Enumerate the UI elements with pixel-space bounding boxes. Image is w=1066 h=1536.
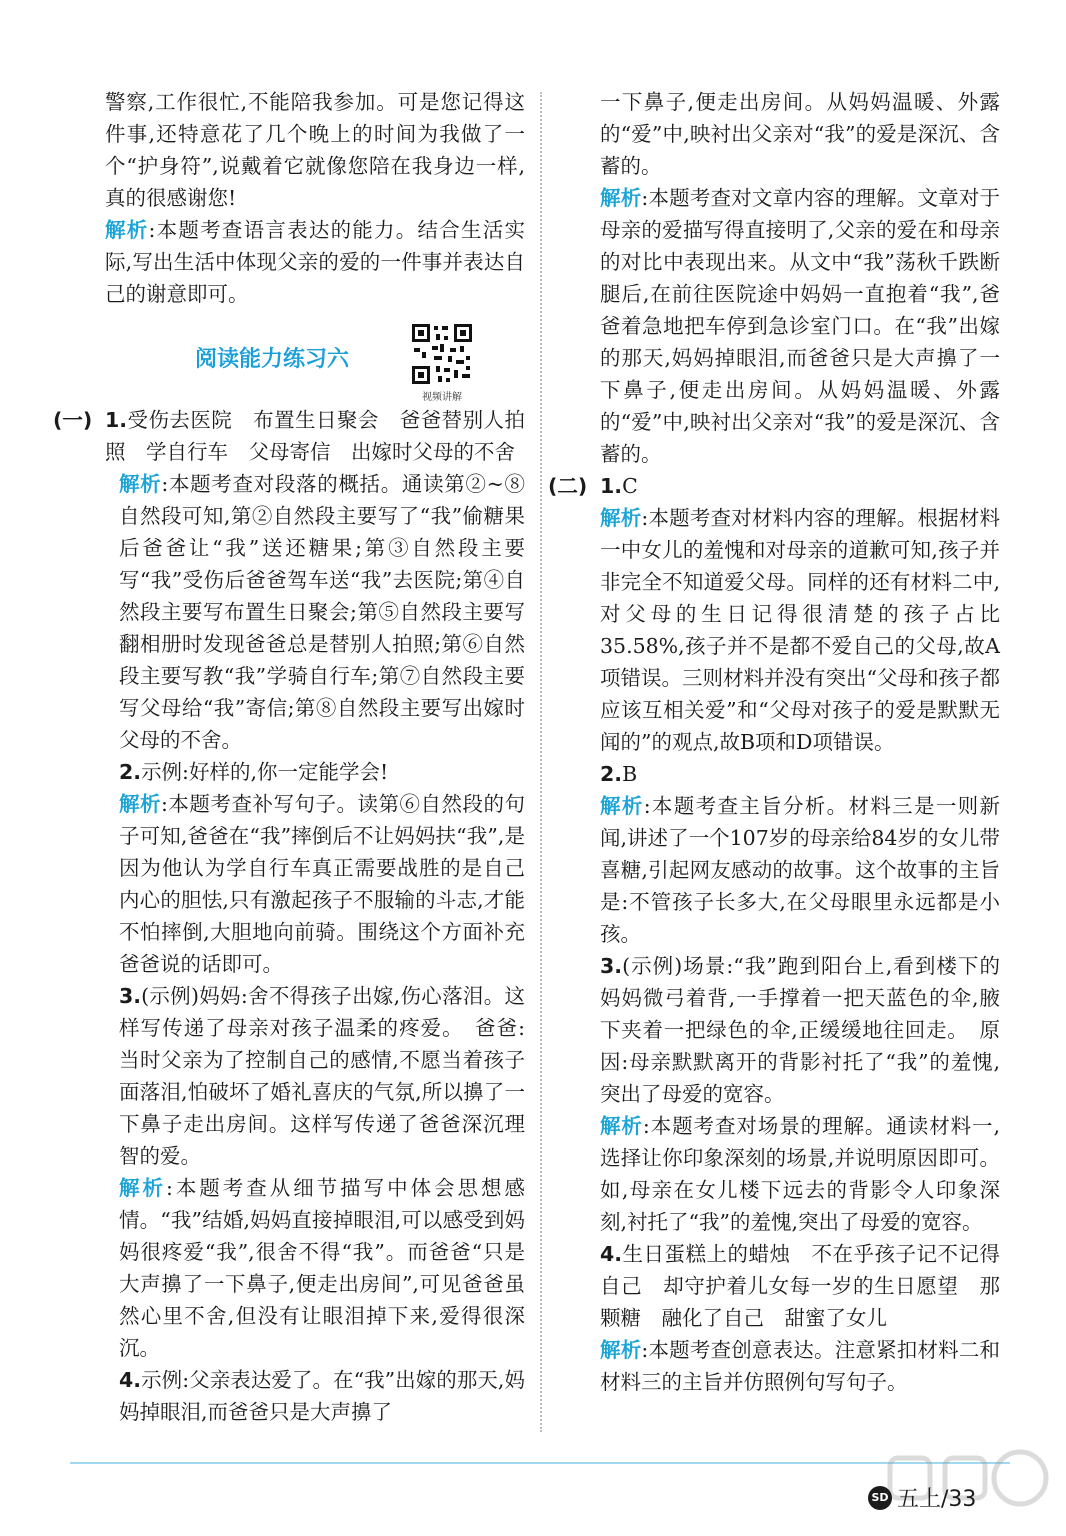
- analysis-label: 解析: [600, 506, 642, 530]
- qr-code-icon[interactable]: [410, 322, 474, 386]
- answer-text: C: [622, 474, 638, 498]
- qr-caption: 视频讲解: [422, 392, 462, 403]
- question-3: [105, 980, 525, 1172]
- analysis-label: 解析: [600, 1114, 643, 1138]
- analysis-label: 解析: [119, 792, 162, 816]
- analysis-text: :本题考查对场景的理解。通读材料一,选择让你印象深刻的场景,并说明原因即可。如,母亲在女儿楼下远去的背影令人印象深刻,衬托了“我”的羞愧,突出了母爱的宽容。: [600, 1114, 1000, 1234]
- answer-text: 受伤去医院 布置生日聚会 爸爸替别人拍照 学自行车 父母寄信 出嫁时父母的不舍: [105, 408, 525, 464]
- analysis-text: :本题考查主旨分析。材料三是一则新闻,讲述了一个107岁的母亲给84岁的女儿带喜糖,引起网友感动的故事。这个故事的主旨是:不管孩子长多大,在父母眼里永远都是小孩。: [600, 794, 1001, 946]
- column-divider: [540, 92, 542, 1432]
- analysis-text: :本题考查补写句子。读第⑥自然段的句子可知,爸爸在“我”摔倒后不让妈妈扶“我”,是因为他认为学自行车真正需要战胜的是自己内心的胆怯,只有激起孩子不服输的斗志,才能不怕摔倒,大胆地向前骑。围绕这个方面补充爸爸说的话即可。: [119, 792, 526, 976]
- analysis-text: :本题考查对段落的概括。通读第②~⑧自然段可知,第②自然段主要写了“我”偷糖果后爸爸让“我”送还糖果;第③自然段主要写“我”受伤后爸爸驾车送“我”去医院;第④自然段主要写布置生日聚会;第⑤自然段主要写翻相册时发现爸爸总是替别人拍照;第⑥自然段主要写教“我”学骑自行车;第⑦自然段主要写父母给“我”寄信;第⑧自然段主要写出嫁时父母的不舍。: [119, 472, 525, 752]
- section-header: [105, 318, 525, 404]
- continued-answer: 一下鼻子,便走出房间。从妈妈温暖、外露的“爱”中,映衬出父亲对“我”的爱是深沉、含蓄的。: [600, 90, 1000, 178]
- analysis-text: :本题考查创意表达。注意紧扣材料二和材料三的主旨并仿照例句写句子。: [600, 1338, 1001, 1394]
- question-2: [105, 756, 525, 788]
- question-number: 2.: [119, 760, 142, 784]
- analysis-label: 解析: [600, 186, 642, 210]
- page-number: 五上/33: [897, 1487, 977, 1512]
- question-4: [105, 1364, 525, 1428]
- question-number: 4.: [600, 1242, 623, 1266]
- question-number: 1.: [600, 474, 623, 498]
- question-1: [548, 470, 1000, 502]
- answer-text: (示例)妈妈:舍不得孩子出嫁,伤心落泪。这样写传递了母亲对孩子温柔的疼爱。 爸爸:当时父亲为了控制自己的感情,不愿当着孩子面落泪,怕破坏了婚礼喜庆的气氛,所以擤了一下鼻子走出房间。这样写传递了爸爸深沉理智的爱。: [119, 984, 525, 1168]
- section-title: 阅读能力练习六: [195, 347, 350, 372]
- answer-text: 生日蛋糕上的蜡烛 不在乎孩子记不记得自己 却守护着儿女每一岁的生日愿望 那颗糖 融化了自己 甜蜜了女儿: [600, 1242, 1000, 1330]
- question-number: 2.: [600, 762, 623, 786]
- analysis-label: 解析: [600, 794, 644, 818]
- left-column: [53, 86, 526, 1428]
- publisher-badge: SD: [868, 1486, 892, 1510]
- question-4: [600, 1238, 1000, 1334]
- question-number: 3.: [600, 954, 623, 978]
- answer-text: (示例)场景:“我”跑到阳台上,看到楼下的妈妈微弓着背,一手撑着一把天蓝色的伞,腋下夹着一把绿色的伞,正缓缓地往回走。 原因:母亲默默离开的背影衬托了“我”的羞愧,突出了母爱的宽容。: [600, 954, 1000, 1106]
- question-number: 3.: [119, 984, 142, 1008]
- analysis-label: 解析: [119, 1176, 166, 1200]
- analysis-text: :本题考查从细节描写中体会思想感情。“我”结婚,妈妈直接掉眼泪,可以感受到妈妈很疼爱“我”,很舍不得“我”。而爸爸“只是大声擤了一下鼻子,便走出房间”,可见爸爸虽然心里不舍,但没有让眼泪掉下来,爱得很深沉。: [119, 1176, 526, 1360]
- analysis-text: :本题考查对材料内容的理解。根据材料一中女儿的羞愧和对母亲的道歉可知,孩子并非完全不知道爱父母。同样的还有材料二中,对父母的生日记得很清楚的孩子占比35.58%,孩子并不是都不爱自己的父母,故A项错误。三则材料并没有突出“父母和孩子都应该互相关爱”和“父母对孩子的爱是默默无闻的”的观点,故B项和D项错误。: [600, 506, 1001, 754]
- answer-text: 示例:父亲表达爱了。在“我”出嫁的那天,妈妈掉眼泪,而爸爸只是大声擤了: [119, 1368, 525, 1424]
- analysis-label: 解析: [119, 472, 162, 496]
- part-prefix: (一): [53, 408, 93, 432]
- analysis-label: 解析: [105, 218, 149, 242]
- analysis-label: 解析: [600, 1338, 642, 1362]
- question-number: 4.: [119, 1368, 142, 1392]
- analysis-text: :本题考查语言表达的能力。结合生活实际,写出生活中体现父亲的爱的一件事并表达自己的谢意即可。: [105, 218, 526, 306]
- question-3: [600, 950, 1000, 1110]
- question-2: [600, 758, 1000, 790]
- question-1: [53, 404, 525, 468]
- analysis-text: :本题考查对文章内容的理解。文章对于母亲的爱描写得直接明了,父亲的爱在和母亲的对比中表现出来。从文中“我”荡秋千跌断腿后,在前往医院途中妈妈一直抱着“我”,爸爸着急地把车停到急诊室门口。在“我”出嫁的那天,妈妈掉眼泪,而爸爸只是大声擤了一下鼻子,便走出房间。从妈妈温暖、外露的“爱”中,映衬出父亲对“我”的爱是深沉、含蓄的。: [600, 186, 1001, 466]
- question-number: 1.: [105, 408, 128, 432]
- part-prefix: (二): [548, 474, 588, 498]
- right-column: [548, 86, 1001, 1398]
- answer-text: B: [622, 762, 638, 786]
- intro-text: 警察,工作很忙,不能陪我参加。可是您记得这件事,还特意花了几个晚上的时间为我做了一个“护身符”,说戴着它就像您陪在我身边一样,真的很感谢您!: [105, 90, 525, 210]
- answer-text: 示例:好样的,你一定能学会!: [141, 760, 389, 784]
